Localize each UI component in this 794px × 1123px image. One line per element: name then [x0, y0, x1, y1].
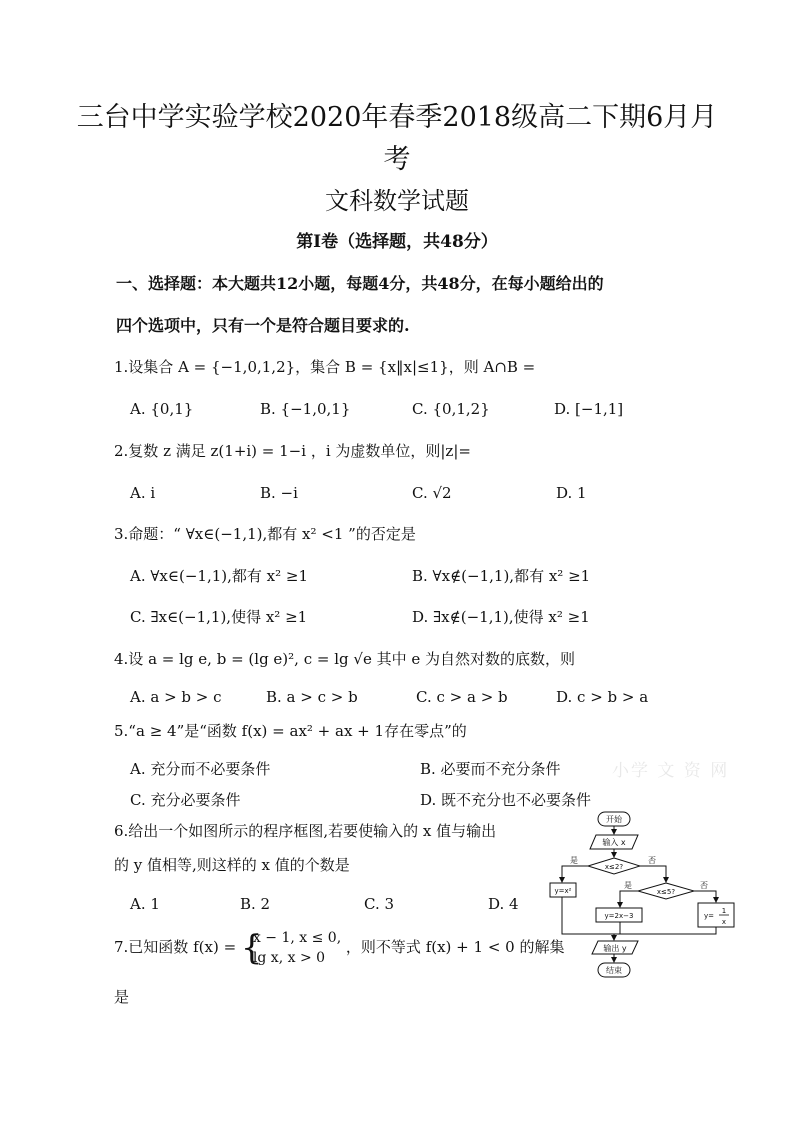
question-2-option-a: A. i: [130, 484, 156, 502]
watermark: 小学 文 资 网: [612, 761, 730, 781]
question-7-suffix: ，则不等式 f(x) + 1 < 0 的解集: [345, 938, 565, 956]
question-5-stem: 5.“a ≥ 4”是“函数 f(x) = ax² + ax + 1存在零点”的: [114, 722, 467, 740]
question-5-option-a: A. 充分而不必要条件: [130, 760, 271, 778]
question-3-option-a: A. ∀x∈(−1,1),都有 x² ≥1: [130, 567, 309, 585]
flow-box1-label: y=x²: [554, 887, 572, 895]
piecewise-case-1: x − 1, x ≤ 0,: [252, 930, 342, 946]
question-6-stem-line2: 的 y 值相等,则这样的 x 值的个数是: [114, 856, 350, 874]
volume-heading: 第Ⅰ卷（选择题，共48分）: [296, 232, 498, 252]
brace-symbol: {: [240, 928, 263, 968]
question-4-option-d: D. c > b > a: [556, 688, 649, 706]
question-2-option-b: B. −i: [260, 484, 298, 502]
program-flowchart: [548, 810, 746, 980]
question-2-option-d: D. 1: [556, 484, 587, 502]
question-6-option-a: A. 1: [130, 895, 160, 913]
flow-cond1-label: x≤2?: [604, 863, 624, 871]
flow-end-label: 结束: [606, 966, 622, 975]
flow-box3-lhs: y=: [703, 912, 715, 920]
question-3-stem: 3.命题：“ ∀x∈(−1,1),都有 x² <1 ”的否定是: [114, 525, 416, 543]
flow-box3-numerator: 1: [721, 907, 727, 915]
question-6-option-c: C. 3: [364, 895, 395, 913]
section-instructions-line2: 四个选项中，只有一个是符合题目要求的.: [116, 316, 410, 335]
question-1-stem: 1.设集合 A = {−1,0,1,2}，集合 B = {x‖x|≤1}，则 A∩B =: [114, 358, 536, 376]
piecewise-case-2: lg x, x > 0: [252, 950, 326, 966]
flow-cond2-label: x≤5?: [656, 888, 676, 896]
exam-title-line1: 三台中学实验学校2020年春季2018级高二下期6月月: [76, 102, 718, 133]
question-7-prefix: 7.已知函数 f(x) =: [114, 938, 237, 956]
question-7-stem-line2: 是: [114, 988, 130, 1006]
flow-box3-denominator: x: [721, 918, 727, 926]
question-5-option-b: B. 必要而不充分条件: [420, 760, 561, 778]
flow-start-label: 开始: [606, 815, 622, 824]
flow-cond1-no-label: 否: [648, 856, 656, 865]
question-5-option-c: C. 充分必要条件: [130, 791, 241, 809]
question-6-stem-line1: 6.给出一个如图所示的程序框图,若要使输入的 x 值与输出: [114, 822, 497, 840]
flow-cond1-yes-label: 是: [570, 856, 578, 865]
question-1-option-b: B. {−1,0,1}: [260, 400, 351, 418]
question-4-stem: 4.设 a = lg e, b = (lg e)², c = lg √e 其中 e 为自然对数的底数，则: [114, 650, 576, 668]
question-7-stem: [114, 928, 564, 968]
question-1-option-d: D. [−1,1]: [554, 400, 624, 418]
question-2-option-c: C. √2: [412, 484, 452, 502]
exam-subject-title: 文科数学试题: [325, 187, 469, 215]
question-6-option-b: B. 2: [240, 895, 271, 913]
exam-title-line2: 考: [383, 144, 411, 175]
flow-box2-label: y=2x−3: [604, 912, 634, 920]
question-1-option-c: C. {0,1,2}: [412, 400, 490, 418]
question-3-option-b: B. ∀x∉(−1,1),都有 x² ≥1: [412, 567, 591, 585]
piecewise-function: [241, 928, 341, 968]
question-3-option-c: C. ∃x∈(−1,1),使得 x² ≥1: [130, 608, 308, 626]
section-instructions-line1: 一、选择题：本大题共12小题，每题4分，共48分，在每小题给出的: [116, 274, 604, 293]
question-3-option-d: D. ∃x∉(−1,1),使得 x² ≥1: [412, 608, 590, 626]
flow-input-label: 输入 x: [602, 838, 626, 847]
question-6-option-d: D. 4: [488, 895, 519, 913]
question-4-option-b: B. a > c > b: [266, 688, 358, 706]
question-5-option-d: D. 既不充分也不必要条件: [420, 791, 592, 809]
question-4-option-c: C. c > a > b: [416, 688, 508, 706]
flow-cond2-yes-label: 是: [624, 881, 632, 890]
question-1-option-a: A. {0,1}: [130, 400, 194, 418]
question-4-option-a: A. a > b > c: [130, 688, 222, 706]
question-2-stem: 2.复数 z 满足 z(1+i) = 1−i ，i 为虚数单位，则|z|=: [114, 442, 471, 460]
flow-cond2-no-label: 否: [700, 881, 708, 890]
flow-output-label: 输出 y: [603, 944, 627, 953]
